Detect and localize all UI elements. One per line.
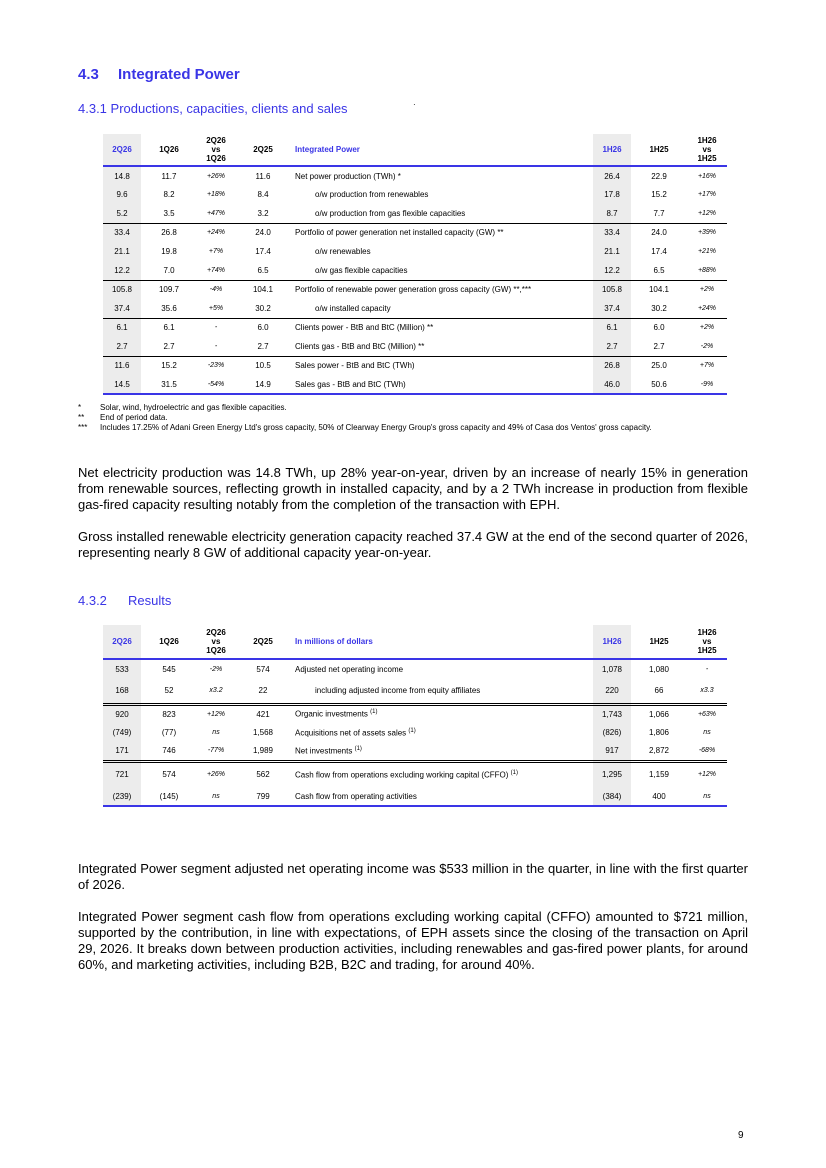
table-row [103,787,727,806]
table-cell: 562 [235,761,291,787]
table-cell: +24% [697,304,717,312]
table-cell: 1,989 [252,746,274,756]
table-cell: 2,872 [648,746,670,756]
table-cell: - [214,342,218,350]
table-cell: 2.7 [257,341,269,351]
table-cell: 11.6 [255,171,271,181]
table-cell: 9.6 [103,185,141,204]
table-cell: +12% [197,704,235,723]
table-cell: Net power production (TWh) * [295,171,401,181]
table-cell: +26% [197,761,235,787]
table-cell: 26.8 [593,356,631,375]
table-cell: +47% [206,209,226,217]
table-cell: 10.5 [235,356,291,375]
table-cell: 920 [103,704,141,723]
subsection-heading-1 [78,101,348,116]
table-cell: 171 [103,742,141,761]
table-cell: 1,568 [252,728,274,737]
table-cell: 3.5 [163,208,175,218]
paragraph-cffo: Integrated Power segment cash flow from operations excluding working capital (CFFO) amounted to $721 million, supported by the contribution, in line with expectations, of EPH assets since the closing of the transaction on April 29, 2026. It breaks down between production activities, including renewables and gas-fired power plants, for around 60%, and marketing activities, including B2B, B2C and trading, for around 40%. [78,909,748,972]
table-cell: (384) [593,787,631,806]
table-cell: ns [212,729,220,736]
table-cell: 5.2 [103,204,141,223]
table-cell: 2.7 [163,341,175,351]
table-cell: 1,066 [631,704,687,723]
table-cell: o/w installed capacity [315,303,391,313]
table-cell: 17.8 [593,185,631,204]
header-2q26-vs-1q26-text: 2Q26 vs 1Q26 [206,136,226,163]
table-cell: 105.8 [593,280,631,299]
table-cell: 17.4 [651,247,667,256]
table-cell: +12% [687,761,727,787]
table-cell: 8.2 [163,190,175,199]
table-row [103,337,727,356]
table-cell: Sales power - BtB and BtC (TWh) [291,356,593,375]
table-cell: 33.4 [103,223,141,242]
table-cell: 66 [654,685,664,695]
footnote-text: Includes 17.25% of Adani Green Energy Ltd's gross capacity, 50% of Clearway Energy Group's gross capacity and 49% of Casa dos Ventos' gross capacity. [100,423,652,432]
table-row [103,318,727,337]
table-cell: 22 [258,685,268,695]
table-cell: 7.0 [163,265,175,275]
footnote-mark: ** [78,413,85,422]
paragraph-gross-capacity: Gross installed renewable electricity generation capacity reached 37.4 GW at the end of the second quarter of 2026, representing nearly 8 GW of additional capacity year-on-year. [78,529,748,560]
header-1h26-vs-1h25-text: 1H26 vs 1H25 [697,136,717,163]
table-cell: 1,078 [593,659,631,678]
row-label: Net investments [295,746,353,756]
table-cell: x3.2 [209,686,223,694]
table-cell: 1,159 [631,761,687,787]
table-cell: Portfolio of renewable power generation gross capacity (GW) **,*** [291,280,593,299]
table-cell: +39% [687,223,727,242]
table-cell: +16% [697,172,717,180]
table-cell: o/w production from gas flexible capacities [315,208,466,218]
stray-dot: · [413,100,416,109]
table-cell: +7% [687,356,727,375]
section-heading [78,66,240,83]
table-cell: +21% [697,248,717,255]
table-cell: 24.0 [631,223,687,242]
table-cell [291,704,593,723]
footnote-mark: *** [78,423,88,432]
table-cell: (77) [161,728,177,737]
table-cell: 30.2 [651,303,667,313]
table-cell: 2.7 [103,337,141,356]
header-integrated-power: Integrated Power [291,134,593,166]
subsection-title-2: Results [128,593,172,608]
table-cell: 2.7 [593,337,631,356]
table-cell: 35.6 [161,303,177,313]
results-table [103,625,727,807]
footnote-text: Solar, wind, hydroelectric and gas flexible capacities. [100,403,287,412]
table-cell: 400 [631,787,687,806]
table-cell: Adjusted net operating income [295,664,404,674]
header-2q25: 2Q25 [235,625,291,659]
table-row [103,659,727,678]
subsection-heading-2 [78,593,171,608]
table-cell [291,723,593,742]
table-cell: 220 [593,678,631,704]
page-number: 9 [738,1130,744,1141]
table-cell: o/w renewables [315,247,371,256]
table-cell: 3.2 [257,208,269,218]
table-cell: 11.7 [161,171,177,181]
header-1h26: 1H26 [593,625,631,659]
header-1q26: 1Q26 [141,134,197,166]
table-cell: 6.0 [235,318,291,337]
table-cell: -2% [700,342,714,350]
footnote [78,403,738,413]
table-cell: 30.2 [255,303,271,313]
table-cell: Cash flow from operating activities [291,787,593,806]
header-2q25: 2Q25 [235,134,291,166]
footnote-reference: (1) [354,745,362,752]
header-1h26-vs-1h25-text: 1H26 vs 1H25 [697,628,717,655]
footnote [78,413,738,423]
footnote-reference: (1) [408,727,416,734]
table-cell: 799 [235,787,291,806]
table-cell: 168 [103,678,141,704]
table-cell: +7% [208,248,224,255]
table-cell: 50.6 [631,375,687,394]
table-cell: 6.1 [103,318,141,337]
header-1h25: 1H25 [631,625,687,659]
table-cell: 7.7 [653,208,665,218]
table-cell: 14.9 [235,375,291,394]
table-cell: (145) [141,787,197,806]
table-cell: Sales gas - BtB and BtC (TWh) [291,375,593,394]
table-cell: 17.4 [255,247,271,256]
table-cell: 105.8 [103,280,141,299]
table-cell: (749) [103,723,141,742]
header-2q26-vs-1q26 [197,625,235,659]
table-row [103,678,727,704]
table-cell: 26.8 [141,223,197,242]
table-cell: 1,295 [593,761,631,787]
header-1h26-vs-1h25 [687,134,727,166]
table-row [103,704,727,723]
table-cell: +17% [697,191,717,198]
table-cell: - [705,665,709,673]
table-cell: (826) [593,723,631,742]
table-cell: +2% [687,318,727,337]
table-row [103,742,727,761]
section-title: Integrated Power [118,66,240,83]
table-cell: 26.4 [593,166,631,185]
table-cell: -77% [207,747,225,755]
table-row [103,204,727,223]
paragraph-net-production: Net electricity production was 14.8 TWh, up 28% year-on-year, driven by an increase of nearly 15% in generation from renewable sources, reflecting growth in installed capacity, and by a 2 TWh increase in production from flexible gas-fired capacity resulting notably from the completion of the transaction with EPH. [78,465,748,512]
table-cell: 8.4 [257,190,269,199]
header-1h25: 1H25 [631,134,687,166]
table-cell: 6.1 [593,318,631,337]
table-cell: 1,806 [648,728,670,737]
header-millions-of-dollars: In millions of dollars [291,625,593,659]
table-row [103,356,727,375]
table-cell: -4% [197,280,235,299]
table-cell: 1,080 [648,664,670,674]
table-cell: including adjusted income from equity affiliates [315,685,481,695]
table-cell: +26% [206,172,226,180]
footnote-reference: (1) [370,709,378,716]
table-cell: 746 [162,746,176,756]
table-cell: -23% [197,356,235,375]
footnote [78,423,738,433]
table-cell: 545 [162,664,176,674]
table-cell: 574 [256,664,270,674]
table-cell: +74% [206,266,226,274]
header-2q26: 2Q26 [103,625,141,659]
paragraph-adjusted-income: Integrated Power segment adjusted net operating income was $533 million in the quarter, in line with the first quarter of 2026. [78,861,748,892]
section-number: 4.3 [78,66,99,83]
table-cell: 19.8 [161,247,177,256]
header-1h26: 1H26 [593,134,631,166]
header-2q26-vs-1q26 [197,134,235,166]
footnote-text: End of period data. [100,413,168,422]
table-cell: o/w production from renewables [315,190,429,199]
table-cell: 421 [235,704,291,723]
table-cell: 6.5 [257,265,269,275]
subsection-title-1: Productions, capacities, clients and sales [110,101,348,116]
table-cell: -2% [209,665,223,673]
table-row [103,185,727,204]
table-cell: ns [703,729,711,736]
table-cell: 8.7 [593,204,631,223]
table-cell: 22.9 [651,171,667,181]
table-cell: Clients gas - BtB and BtC (Million) ** [295,341,425,351]
table-cell: 52 [164,685,174,695]
table-cell: 6.0 [631,318,687,337]
table-row [103,242,727,261]
header-2q26: 2Q26 [103,134,141,166]
table-cell: 37.4 [593,299,631,318]
table-cell: -68% [698,747,716,755]
table-cell: - [197,318,235,337]
table-row [103,723,727,742]
table-cell: 574 [141,761,197,787]
table-cell: 533 [103,659,141,678]
header-2q26-vs-1q26-text: 2Q26 vs 1Q26 [206,628,226,655]
header-1h26-vs-1h25 [687,625,727,659]
table-cell: 721 [103,761,141,787]
footnote-mark: * [78,403,82,412]
table-cell: 1,743 [593,704,631,723]
table-cell: 14.5 [103,375,141,394]
table-cell: o/w gas flexible capacities [315,265,408,275]
table-row [103,261,727,280]
table-cell: 21.1 [593,242,631,261]
table-cell [291,742,593,761]
table-cell: 12.2 [593,261,631,280]
table-cell: 31.5 [141,375,197,394]
table-cell: +88% [697,266,717,274]
table-row [103,223,727,242]
table-cell: 6.1 [141,318,197,337]
table-cell: 917 [593,742,631,761]
table-row [103,280,727,299]
table-cell: Portfolio of power generation net installed capacity (GW) ** [291,223,593,242]
table-cell: 15.2 [651,190,667,199]
table-cell: 104.1 [235,280,291,299]
table-cell: 104.1 [631,280,687,299]
row-label: Cash flow from operations excluding working capital (CFFO) [295,770,509,780]
table-cell: +18% [206,191,226,198]
table-row [103,761,727,787]
table-cell: 25.0 [631,356,687,375]
table-cell: 823 [141,704,197,723]
table-cell: 2.7 [653,341,665,351]
production-table [103,134,727,395]
table-cell [291,761,593,787]
table-cell: ns [687,787,727,806]
table-cell: 6.5 [653,265,665,275]
header-1q26: 1Q26 [141,625,197,659]
table-cell: -9% [687,375,727,394]
table-row [103,375,727,394]
subsection-number-2: 4.3.2 [78,593,107,608]
table-cell: +2% [687,280,727,299]
table-cell: +5% [208,304,224,312]
table-cell: +12% [697,209,717,217]
table-cell: 21.1 [103,242,141,261]
row-label: Organic investments [295,710,368,720]
table-cell: 12.2 [103,261,141,280]
table-cell: 109.7 [141,280,197,299]
table-cell: 14.8 [103,166,141,185]
table-cell: 15.2 [141,356,197,375]
table-cell: +63% [687,704,727,723]
table-cell: 24.0 [235,223,291,242]
table-cell: +24% [197,223,235,242]
table-cell: 11.6 [103,356,141,375]
table-cell: ns [197,787,235,806]
table-row [103,299,727,318]
table-cell: 37.4 [103,299,141,318]
table-cell: -54% [197,375,235,394]
table-cell: (239) [103,787,141,806]
subsection-number-1: 4.3.1 [78,101,107,116]
footnotes [78,403,738,433]
footnote-reference: (1) [510,769,518,776]
table-row [103,166,727,185]
table-cell: 46.0 [593,375,631,394]
table-cell: Clients power - BtB and BtC (Million) ** [291,318,593,337]
table-cell: 33.4 [593,223,631,242]
row-label: Acquisitions net of assets sales [295,728,407,738]
table-cell: x3.3 [700,686,714,694]
